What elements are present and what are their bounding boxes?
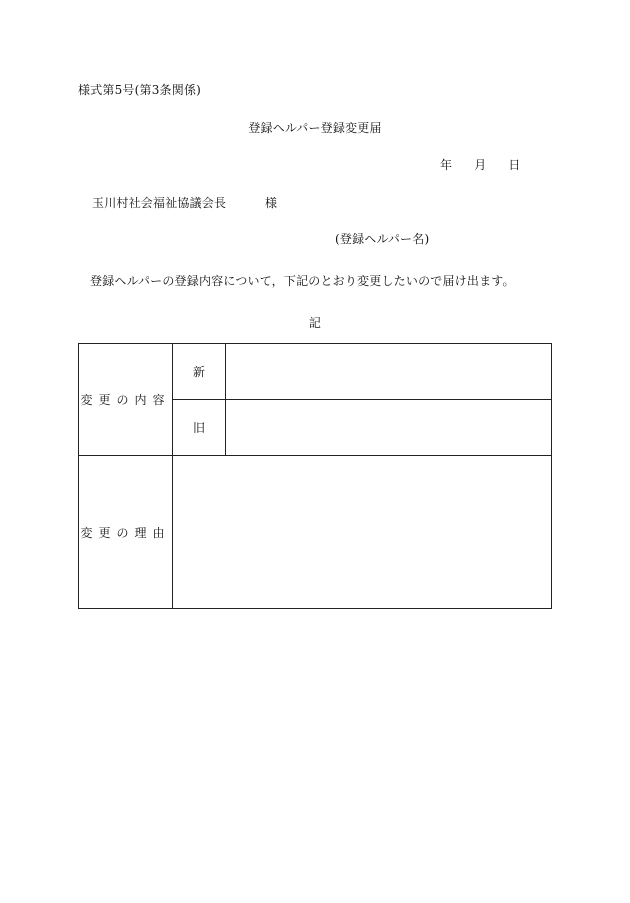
new-label: 新 [173,344,226,400]
new-content-field[interactable] [226,344,552,400]
old-content-field[interactable] [226,400,552,456]
honorific: 様 [265,196,278,210]
day-label: 日 [508,158,521,172]
month-label: 月 [474,158,487,172]
statement-text: 登録ヘルパーの登録内容について，下記のとおり変更したいので届け出ます。 [90,274,515,288]
recipient: 玉川村社会福祉協議会長 [92,196,227,210]
ki-heading: 記 [308,316,322,330]
change-content-label: 変更の内容 [79,344,173,456]
old-label: 旧 [173,400,226,456]
change-reason-field[interactable] [173,456,552,609]
form-number-label: 様式第5号(第3条関係) [78,83,202,97]
date-line [440,156,521,173]
table-row-reason [79,456,552,609]
document-title: 登録ヘルパー登録変更届 [248,121,382,135]
change-reason-label: 変更の理由 [79,456,173,609]
year-label: 年 [440,158,453,172]
helper-name-label: (登録ヘルパー名) [335,232,430,246]
change-table [78,343,552,609]
table-row-new [79,344,552,400]
